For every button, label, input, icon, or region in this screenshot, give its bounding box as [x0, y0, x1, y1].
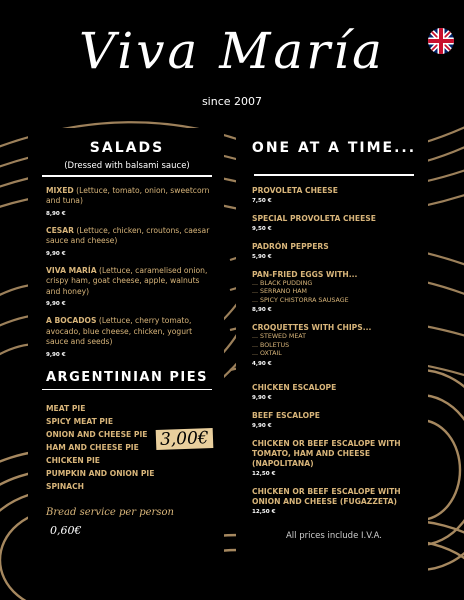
uk-flag-icon[interactable]	[428, 28, 454, 54]
dish-item	[246, 383, 422, 401]
dish-price: 9,90 €	[252, 394, 272, 401]
dish-item	[246, 323, 422, 367]
dish-name: BEEF ESCALOPE	[252, 410, 320, 420]
salad-item	[36, 186, 218, 217]
salad-price: 8,90 €	[46, 210, 66, 217]
pie-item: SPINACH	[46, 482, 85, 491]
dish-item	[246, 186, 422, 204]
dish-price: 4,90 €	[252, 360, 272, 367]
dish-price: 5,90 €	[252, 253, 272, 260]
dish-item	[246, 439, 422, 477]
pies-price-tag: 3,00€	[156, 428, 213, 450]
dish-name: CHICKEN ESCALOPE	[252, 382, 337, 392]
salad-description: (Lettuce, cherry tomato, avocado, blue cheese, chicken, yogurt sauce and seeds)	[46, 316, 193, 346]
dish-price: 12,50 €	[252, 508, 276, 515]
salads-title: SALADS	[89, 140, 165, 156]
dish-option: ... OXTAIL	[252, 350, 282, 357]
pies-list	[36, 402, 218, 493]
since-year: since 2007	[201, 95, 263, 108]
dish-option: ... SPICY CHISTORRA SAUSAGE	[252, 296, 349, 304]
pies-divider	[42, 389, 212, 391]
pie-item: CHICKEN PIE	[46, 456, 100, 465]
dish-item	[246, 411, 422, 429]
salad-price: 9,90 €	[46, 351, 66, 358]
dish-name: PAN-FRIED EGGS WITH...	[252, 269, 358, 279]
bread-service-label: Bread service per person	[46, 507, 174, 518]
salad-price: 9,90 €	[46, 250, 66, 257]
dish-name: CHICKEN OR BEEF ESCALOPE WITH TOMATO, HAM AND CHEESE (NAPOLITANA)	[252, 438, 401, 468]
menu-header	[0, 0, 464, 120]
salads-divider	[42, 175, 212, 177]
left-column	[36, 140, 218, 537]
salad-price: 9,90 €	[46, 301, 66, 307]
salad-name: CESAR	[46, 225, 74, 235]
bread-service-price: 0,60€	[50, 524, 82, 537]
salad-name: VIVA MARÍA	[46, 265, 97, 275]
salad-name: A BOCADOS	[46, 316, 97, 325]
dish-item	[246, 214, 422, 232]
salads-subtitle: (Dressed with balsami sauce)	[64, 161, 190, 171]
dish-name: PROVOLETA CHEESE	[252, 185, 338, 195]
dish-price: 9,90 €	[252, 422, 272, 429]
pies-title: ARGENTINIAN PIES	[46, 369, 208, 385]
one-at-a-time-title: ONE AT A TIME...	[251, 140, 417, 156]
dish-name: PADRÓN PEPPERS	[252, 241, 329, 251]
dish-name: SPECIAL PROVOLETA CHEESE	[252, 213, 376, 223]
dish-price: 7,50 €	[252, 197, 272, 204]
dish-name: CHICKEN OR BEEF ESCALOPE WITH ONION AND CHEESE (FUGAZZETA)	[252, 486, 401, 506]
salad-item	[36, 266, 218, 308]
dish-option: ... STEWED MEAT	[252, 333, 306, 340]
one-at-a-time-divider	[254, 174, 414, 176]
dish-item	[246, 270, 422, 314]
dish-option: ... BOLETUS	[252, 341, 290, 349]
salad-item	[36, 226, 218, 257]
brand-logo: Viva María	[79, 22, 385, 80]
pie-item: SPICY MEAT PIE	[46, 417, 114, 426]
salad-name: MIXED	[46, 185, 74, 195]
prices-footer-note: All prices include I.V.A.	[285, 530, 383, 541]
salad-description: (Lettuce, chicken, croutons, caesar sauce and cheese)	[46, 225, 210, 245]
dish-price: 12,50 €	[252, 470, 276, 477]
dish-option: ... SERRANO HAM	[252, 288, 307, 295]
right-column	[246, 140, 422, 541]
dish-name: CROQUETTES WITH CHIPS...	[252, 323, 372, 332]
salad-description: (Lettuce, caramelised onion, crispy ham, goat cheese, apple, walnuts and honey)	[46, 265, 208, 296]
pie-item: PUMPKIN AND ONION PIE	[46, 469, 155, 478]
pie-item: ONION AND CHEESE PIE	[46, 430, 148, 439]
pie-item: HAM AND CHEESE PIE	[46, 443, 139, 452]
dish-price: 8,90 €	[252, 307, 272, 313]
salad-description: (Lettuce, tomato, onion, sweetcorn and tuna)	[46, 185, 210, 205]
dish-item	[246, 487, 422, 515]
dish-option: ... BLACK PUDDING	[252, 279, 313, 287]
salad-item	[36, 316, 218, 358]
pie-item: MEAT PIE	[46, 404, 86, 413]
dish-item	[246, 242, 422, 260]
dish-price: 9,50 €	[252, 225, 272, 232]
